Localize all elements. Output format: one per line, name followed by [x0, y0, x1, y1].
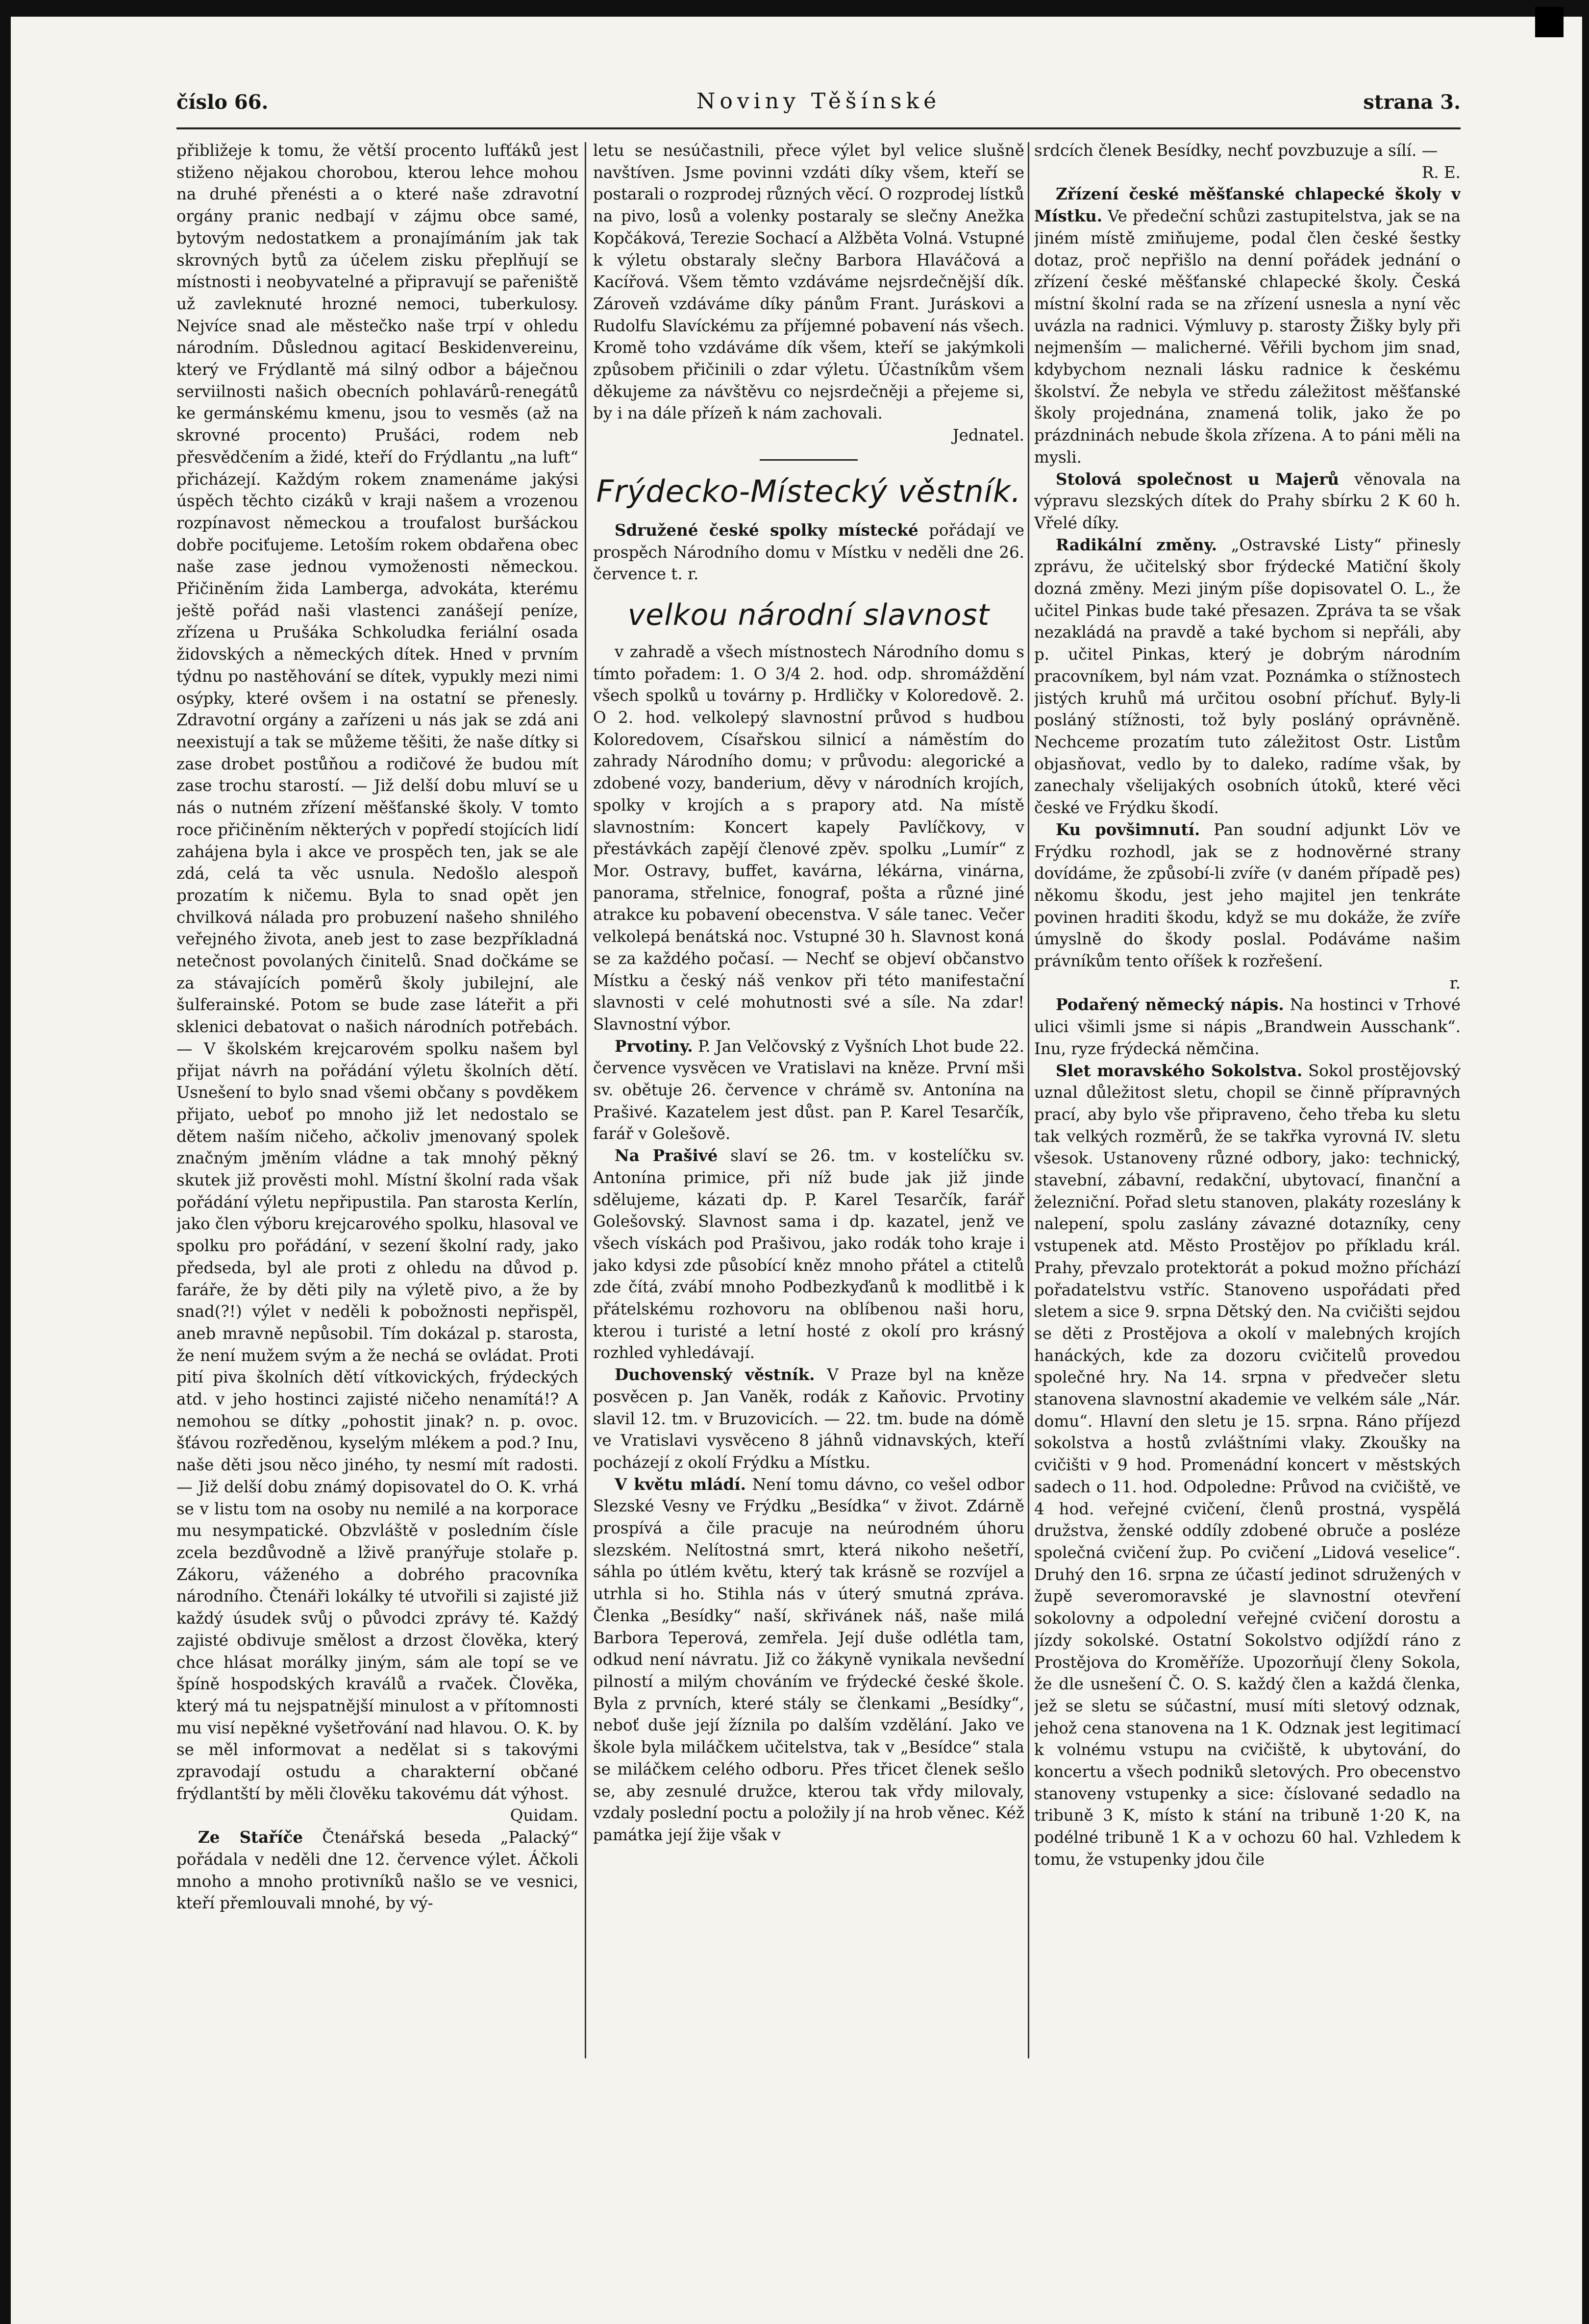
news-item [1034, 1060, 1461, 1871]
news-item [176, 1827, 578, 1914]
news-lead: V květu mládí. [615, 1474, 746, 1494]
news-lead: Podařený německý nápis. [1056, 995, 1284, 1014]
news-text: Pan soudní adjunkt Löv ve Frýdku rozhodl, jak se z hodnověrné strany dovídáme, že způsobí-li zvíře (v daném případě pes) někomu škodu, jest jeho majitel jen tenkráte povinen hraditi škodu, když se mu dokáže, že zvíře úmyslně do škody poslal. Podáváme našim právníkům tento oříšek k rozřešení. [1034, 820, 1461, 971]
section-divider [760, 459, 858, 461]
issue-number: číslo 66. [176, 91, 269, 114]
news-text: Čtenářská beseda „Palacký“ pořádala v neděli dne 12. července výlet. Áčkoli mnoho a mnoho protivníků našlo se ve vesnici, kteří přemlouvali mnohé, by vý- [176, 1828, 578, 1913]
signature: Quidam. [510, 1806, 578, 1825]
news-lead: Stolová společnost u Majerů [1056, 469, 1340, 489]
column-divider [1028, 142, 1029, 2058]
news-item [593, 519, 1024, 585]
news-item [593, 1145, 1024, 1364]
signature: Jednatel. [952, 426, 1024, 445]
news-lead: Prvotiny. [615, 1036, 693, 1056]
page-header [176, 91, 1461, 123]
news-text: Není tomu dávno, co vešel odbor Slezské Vesny ve Frýdku „Besídka“ v život. Zdárně prospívá a čile pracuje na neúrodném úhoru slezském. Nelítostná smrt, která nikoho nešetří, sáhla po útlém květu, který tak krásně se rozvíjel a utrhla si ho. Stihla nás v úterý smutná zpráva. Členka „Besídky“ naší, skřivánek náš, naše milá Barbora Teperová, zemřela. Její duše odlétla tam, odkud není návratu. Již co žákyně vynikala nevšední pilností a milým chováním ve frýdecké české škole. Byla z prvních, které stály se členkami „Besídky“, neboť duše její žíznila po dalším vzdělání. Jako ve škole byla miláčkem učitelstva, tak v „Besídce“ stala se miláčkem celého odboru. Přes třicet členek sešlo se, aby zesnulé družce, kterou tak vřdy milovaly, vzdaly poslední poctu a položily jí na hrob věnec. Kéž památka její žije však v [593, 1475, 1024, 1844]
news-text: pořádají ve prospěch Národního domu v Místku v neděli dne 26. července t. r. [593, 520, 1024, 584]
news-item [593, 1364, 1024, 1474]
news-lead: Sdružené české spolky místecké [615, 520, 919, 540]
news-item [1034, 534, 1461, 819]
article-text: letu se nesúčastnili, přece výlet byl velice slušně navštíven. Jsme povinni vzdáti díky všem, kteří se postarali o rozprodej různých věcí. O rozprodej lístků na pivo, losů a volenky postaraly se slečny Anežka Kopčáková, Terezie Sochací a Alžběta Volná. Vstupné k výletu obstaraly slečny Barbora Hlaváčová a Kacířová. Všem těmto vzdáváme nejsrdečnější dík. Zároveň vzdáváme díky pánům Frant. Juráskovi a Rudolfu Slavíckému za příjemné pobavení nás všech. Kromě toho vzdáváme dík všem, kteří se jakýmkoli způsobem přičinili o zdar výletu. Účastníkům všem děkujeme za návštěvu co nejsrdečněji a přejeme si, by i na dále přízeň k nám zachovali. [593, 141, 1024, 423]
event-heading: velkou národní slavnost [627, 597, 990, 632]
news-item [593, 1474, 1024, 1846]
column-left [176, 140, 578, 2100]
news-text: Ve předeční schůzi zastupitelstva, jak se na jiném místě zmiňujeme, podal člen české šestky dotaz, proč nepřišlo na denní pořádek jednání o zřízení české měšťanské chlapecké školy. Česká místní školní rada se na zřízení usnesla a nyní věc uvázla na radnici. Výmluvy p. starosty Žišky byly při nejmenším — malicherné. Věřili bychom jim snad, kdybychom neznali lásku radnice k českému školství. Že nebyla ve středu záležitost měšťanské školy projednána, znamená tolik, jako že po prázdninách nebude škola zřízena. A to páni měli na mysli. [1034, 207, 1461, 467]
scan-border-right [1582, 0, 1589, 2324]
news-text: „Ostravské Listy“ přinesly zprávu, že učitelský sbor frýdecké Matiční školy dozná změny. Mezi jiným píše dopisovatel O. L., že učitel Pinkas bude také přesazen. Zpráva ta se však nezakládá na pravdě a také bychom si nepřáli, aby p. učitel Pinkas, který je dobrým národním pracovníkem, byl nám vzat. Poznámka o stížnostech jistých kruhů má určitou osobní příchuť. Byly-li posláný stížnosti, tož byly posláný oprávněně. Nechceme prozatím tuto záležitost Ostr. Listům objasňovat, vedlo by to daleko, radíme však, by zanechaly všelijakých osobních útoků, které věci české ve Frýdku škodí. [1034, 535, 1461, 817]
column-right [1034, 140, 1461, 2100]
news-text: V Praze byl na kněze posvěcen p. Jan Vaněk, rodák z Kaňovic. Prvotiny slavil 12. tm. v Bruzovicích. — 22. tm. bude na dómě ve Vratislavi vysvěceno 8 jáhnů vidnavských, kteří pocházejí z okolí Frýdku a Místku. [593, 1365, 1024, 1472]
news-item [1034, 994, 1461, 1060]
news-lead: Ku povšimnutí. [1056, 819, 1200, 839]
signature: R. E. [1421, 163, 1461, 182]
article-text: srdcích členek Besídky, nechť povzbuzuje a sílí. — [1034, 141, 1438, 160]
news-text: Na hostinci v Trhové ulici všimli jsme si nápis „Brandwein Ausschank“. Inu, ryze frýdecká němčina. [1034, 995, 1461, 1058]
news-text: slaví se 26. tm. v kostelíčku sv. Antonína primice, při níž bude jak již jinde sdělujeme, kázati dp. P. Karel Tesarčík, farář Golešovský. Slavnost sama i dp. kazatel, jenž ve všech vískách pod Prašivou, jako rodák toho kraje i jako kdysi zde působící kněz mnoho přátel a ctitelů zde čítá, zvábí mnoho Podbezkyďanů k modlitbě i k přátelskému rozhovoru na oblíbenou naši horu, kterou i turisté a letní hosté z okolí pro krásný rozhled vyhledávají. [593, 1146, 1024, 1362]
news-item [1034, 469, 1461, 534]
header-rule [176, 127, 1461, 129]
scan-border-left [0, 0, 11, 2324]
signature: r. [1449, 973, 1461, 992]
news-text: věnovala na výpravu slezských dítek do Prahy sbírku 2 K 60 h. Vřelé díky. [1034, 470, 1461, 532]
news-lead: Duchovenský věstník. [615, 1365, 815, 1385]
news-lead: Na Prašivé [615, 1146, 718, 1165]
page-number: strana 3. [1363, 91, 1461, 114]
news-lead: Ze Staříče [198, 1828, 303, 1847]
column-divider [585, 142, 586, 2058]
news-text: Sokol prostějovský uznal důležitost sletu, chopil se činně přípravných prací, aby bylo vše připraveno, čeho třeba ku sletu tak velkých rozměrů, že se takřka vyrovná IV. sletu všesok. Ustanoveny různé odbory, jako: technický, stavební, zábavní, redakční, ubytovací, finanční a železniční. Pořad sletu stanoven, plakáty rozeslány k nalepení, spolu zaslány závazné dotazníky, ceny vstupenek atd. Město Prostějov po příkladu král. Prahy, převzalo protektorát a pokud možno příchází pořadatelstvu vstříc. Stanoveno uspořádati před sletem a sice 9. srpna Dětský den. Na cvičišti sejdou se děti z Prostějova a okolí v malebných krojích hanáckých, kde za dozoru cvičitelů provedou společné hry. Na 14. srpna v předvečer sletu stanovena slavnostní akademie ve velkém sále „Nár. domu“. Hlavní den sletu je 15. srpna. Ráno příjezd sokolstva a hostů zvláštními vlaky. Zkoušky na cvičišti v 9 hod. Promenádní koncert v městských sadech o 11. hod. Odpoledne: Průvod na cvičiště, ve 4 hod. veřejné cvičení, členů prostná, vyspělá družstva, ženské oddíly zdobené obruče a posléze společná cvičení žup. Po cvičení „Lidová veselice“. Druhý den 16. srpna ze účastí jedinot sdružených v župě severomoravské je slavnostní otevření sokolovny a odpolední veřejné cvičení dorostu a jízdy sokolské. Ostatní Sokolstvo odjíždí ráno z Prostějova do Kroměříže. Upozorňují členy Sokola, že dle usnešení Č. O. S. každý člen a každá členka, jež se sletu se súčastní, musí míti sletový odznak, jehož cena stanovena na 1 K. Odznak jest legitimací k volnému vstupu na cvičiště, k ubytování, do koncertu a všech podniků sletových. Pro obecenstvo stanoveny vstupenky a sice: číslované sedadlo na tribuně 3 K, místo k stání na tribuně 1·20 K, na podélné tribuně 1 K a v ochozu 60 hal. Vzhledem k tomu, že vstupenky jdou čile [1034, 1061, 1461, 1869]
scan-blot [1535, 7, 1564, 37]
news-text: v zahradě a všech místnostech Národního domu s tímto pořadem: 1. O 3/4 2. hod. odp. shromáždění všech spolků u továrny p. Hrdličky v Koloredově. 2. O 2. hod. velkolepý slavnostní průvod s hudbou Koloredovem, Císařskou silnicí a náměstím do zahrady Národního domu; v průvodu: alegorické a zdobené vozy, banderium, děvy v národních krojích, spolky v krojích a s prapory atd. Na místě slavnostním: Koncert kapely Pavlíčkovy, v přestávkách zapějí členové zpěv. spolku „Lumír“ z Mor. Ostravy, buffet, kavárna, lékárna, vinárna, panorama, střelnice, fonograf, pošta a různé jiné atrakce ku pobavení obecenstva. V sále tanec. Večer velkolepá benátská noc. Vstupné 30 h. Slavnost koná se za každého počasí. — Nechť se objeví občanstvo Místku a český náš venkov při této manifestační slavnosti v celé mohutnosti své a síle. Na zdar! Slavnostní výbor. [593, 642, 1024, 1034]
news-item [1034, 819, 1461, 972]
news-lead: Slet moravského Sokolstva. [1056, 1061, 1303, 1080]
news-lead: Zřízení české měšťanské chlapecké školy v Místku. [1034, 184, 1461, 226]
scan-border-top [0, 0, 1589, 17]
section-heading: Frýdecko-Místecký věstník. [596, 473, 1021, 509]
news-text: P. Jan Velčovský z Vyšních Lhot bude 22. července vysvěcen ve Vratislavi na kněze. První mši sv. obětuje 26. července v chrámě sv. Antonína na Prašivé. Kazatelem jest důst. pan P. Karel Tesarčík, farář v Golešově. [593, 1037, 1024, 1143]
newspaper-title: Noviny Těšínské [696, 89, 941, 114]
article-text: přibližeje k tomu, že větší procento lufťáků jest stiženo nějakou chorobou, kterou lehce mohou na druhé přenésti a o které naše zdravotní orgány pranic nedbají v zájmu obce samé, bytovým nedostatkem a pronajímáním jak tak skrovných bytů za účelem zisku přeplňují se místnosti i neobyvatelné a připravují se pařeniště už zavleknuté hrozné nemoci, tuberkulosy. Nejvíce snad ale městečko naše trpí v ohledu národním. Důslednou agitací Beskidenvereinu, který ve Frýdlantě má silný odbor a báječnou serviilnosti našich obecních pohlavárů-renegátů ke germánskému kmenu, jsou to vesměs (až na skrovné procento) Prušáci, rodem neb přesvědčením a židé, kteří do Frýdlantu „na luft“ přicházejí. Každým rokem znamenáme jakýsi úspěch těchto cizáků v kraji našem a vrozenou rozpínavost německou a troufalost buršáckou dobře pociťujeme. Letoším rokem obdařena obec naše zase jednou vymoženosti německou. Přičiněním žida Lamberga, advokáta, kterému ještě pořád naši vlastenci zanášejí peníze, zřízena u Prušáka Schkoludka feriální osada židovských a německých dítek. Hned v prvním týdnu po nastěhování se dítek, vypukly mezi nimi osýpky, které ovšem i na ostatní se přenesly. Zdravotní orgány a zařízeni u nás jak se zdá ani neexistují a tak se můžeme těšiti, že naše dítky si zase drobet postůňou a rodičové že budou mít zase trochu starostí. — Již delší dobu mluví se u nás o nutném zřízení měšťanské školy. V tomto roce přičiněním některých v popředí stojících lidí zahájena byla i akce ve prospěch ten, jak se ale zdá, celá ta věc usnula. Nedošlo alespoň prozatím k ničemu. Byla to snad opět jen chvilková nálada pro probuzení našeho shnilého veřejného života, aneb jest to zase bezpříkladná netečnost povolaných činitelů. Snad dočkáme se za stávajících poměrů školy jubilejní, ale šulferainské. Potom se bude zase láteřit a při sklenici debatovat o našich národních potřebách. — V školském krejcarovém spolku našem byl přijat návrh na pořádání výletu školních dětí. Usnešení to bylo snad všemi občany s povděkem přijato, ueboť po mnoho již let nedostalo se dětem naším ničeho, ačkoliv jmenovaný spolek značným jměním vládne a tak mnohý pěkný skutek již prověsti mohl. Místní školní rada však pořádání výletu nepřipustila. Pan starosta Kerlín, jako člen výboru krejcarového spolku, hlasoval ve spolku pro pořádání, v sezení školní rady, jako předseda, byl ale proti z ohledu na důvod p. faráře, že by děti pily na výletě pivo, a že by snad(?!) výlet v neděli k pobožnosti nepřispěl, aneb mravně nepůsobil. Tím dokázal p. starosta, že není mužem svým a že nechá se ovládat. Proti pití piva školních dětí vítkovických, frýdeckých atd. v jeho hostinci zajisté ničeho nenamítá!? A nemohou se dítky „pohostit jinak? n. p. ovoc. šťávou rozředěnou, kyselým mlékem a pod.? Inu, naše děti jsou něco jiného, ty nesmí mít radosti. — Již delší dobu známý dopisovatel do O. K. vrhá se v listu tom na osoby nu nemilé a na korporace mu nesympatické. Obzvláště v posledním čísle zcela bezdůvodně a lživě pranýřuje stolaře p. Zákoru, váženého a dobrého pracovníka národního. Čtenáři lokálky té utvořili si zajisté již každý úsudek svůj o původci zprávy té. Každý zajisté obdivuje smělost a drzost člověka, který chce hlásat morálky jiným, sám ale topí se ve špíně hospodských kraválů a rvaček. Člověka, který má tu nejspatnější minulost a v přítomnosti mu visí nepěkné vyšetřování nad hlavou. O. K. by se měl informovat a nedělat si s takovými zpravodají ostudu a charakterní občané frýdlantští by měli člověku takovému dát výhost. [176, 141, 578, 1803]
news-lead: Radikální změny. [1056, 535, 1217, 554]
news-item [1034, 183, 1461, 468]
news-item [593, 1036, 1024, 1145]
column-middle [593, 140, 1024, 2100]
